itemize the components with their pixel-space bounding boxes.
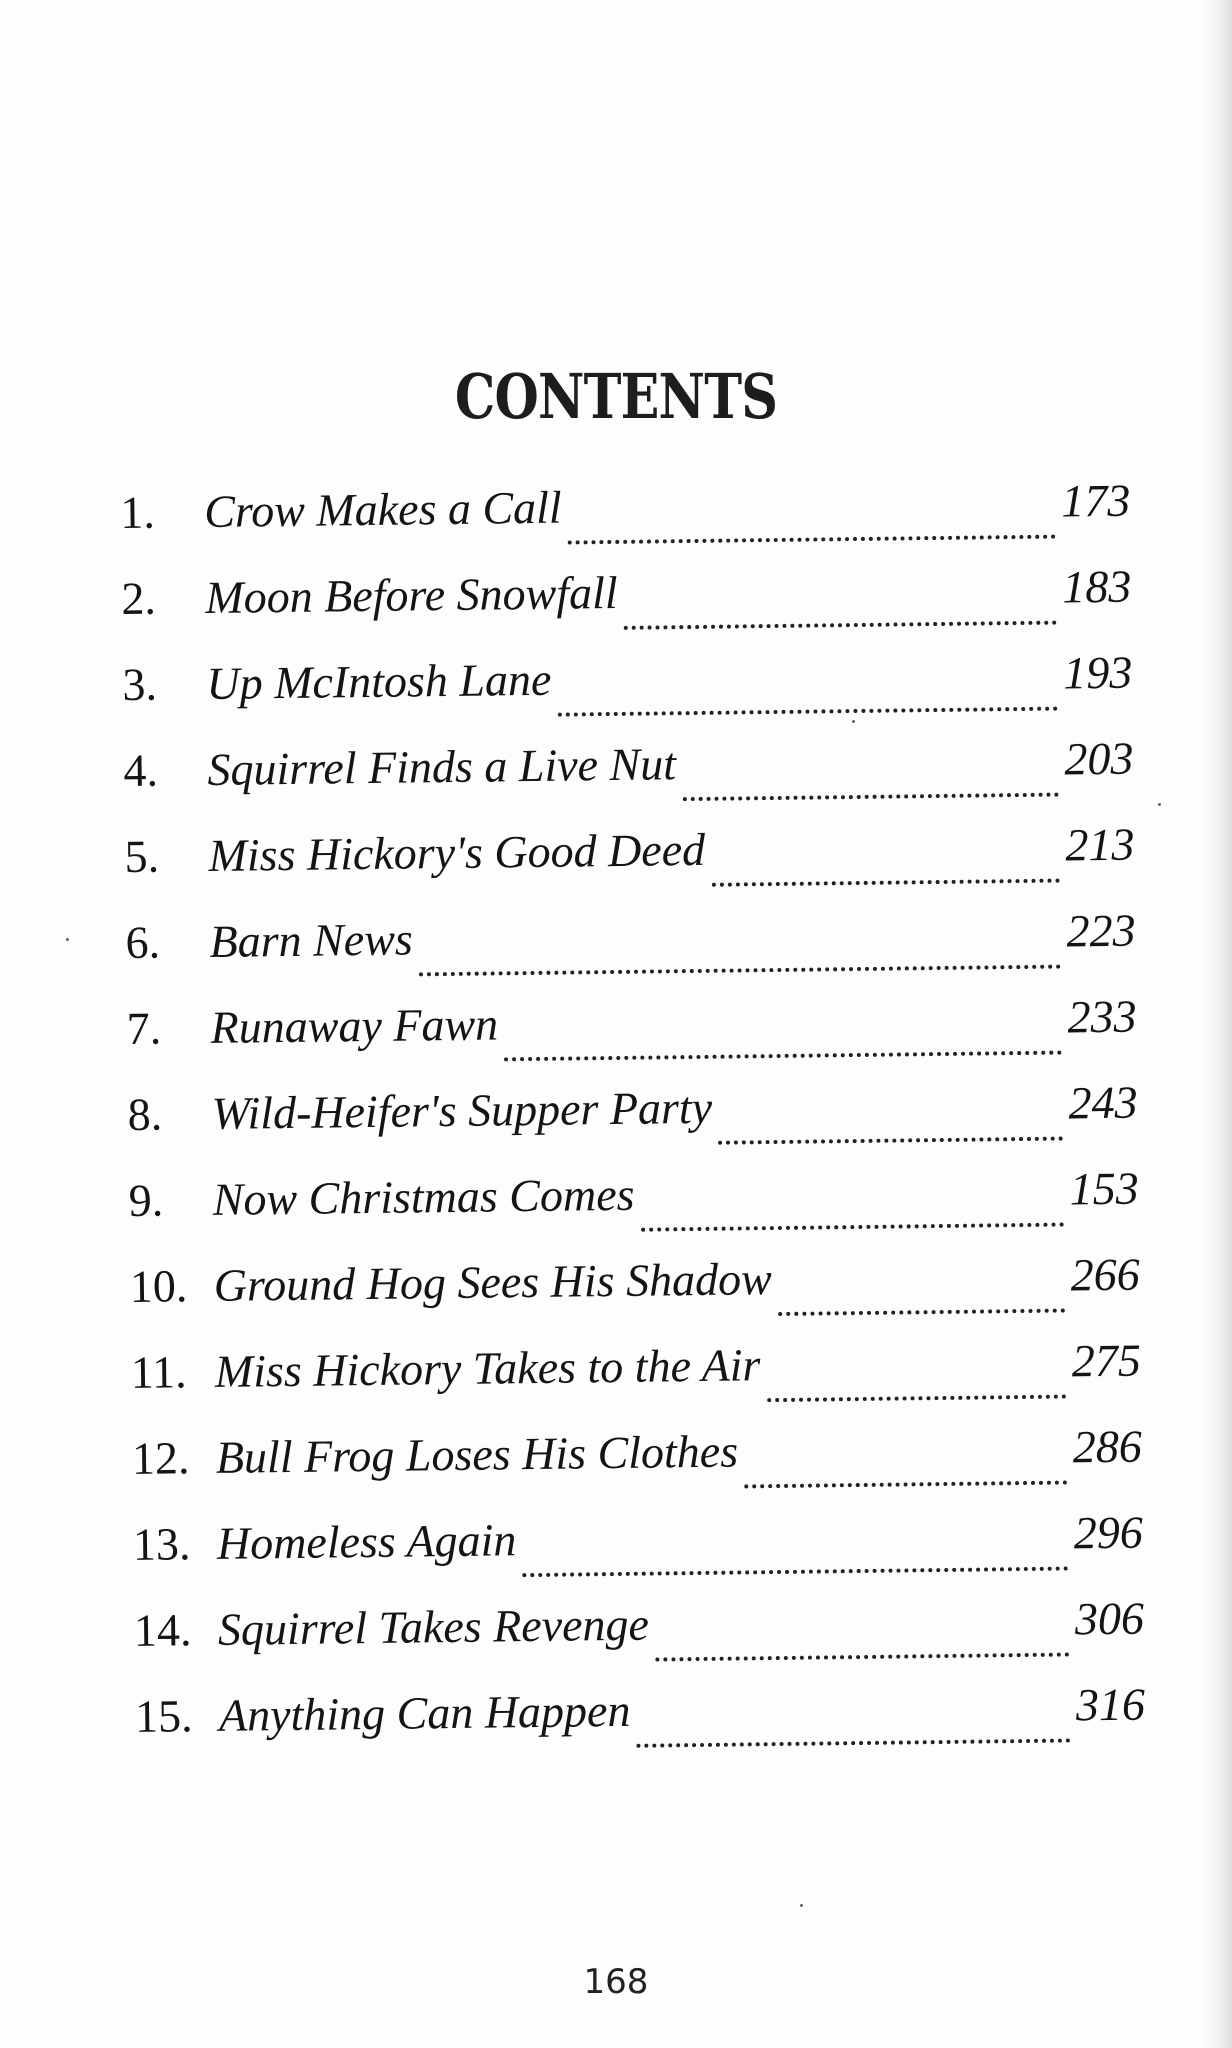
dot-leader	[711, 878, 1059, 887]
entry-page-number: 173	[1060, 474, 1131, 527]
entry-page-number: 266	[1070, 1248, 1141, 1301]
entry-title: Barn News	[209, 913, 414, 967]
entry-title: Bull Frog Loses His Clothes	[215, 1425, 739, 1483]
dot-leader	[744, 1480, 1067, 1489]
toc-entry	[126, 990, 1137, 1088]
dot-leader	[641, 1222, 1064, 1232]
entry-page-number: 233	[1067, 990, 1137, 1043]
entry-number: 6.	[125, 916, 161, 968]
dot-leader	[682, 792, 1059, 802]
dot-leader	[568, 534, 1056, 545]
toc-entry	[134, 1592, 1145, 1690]
print-speck	[1158, 803, 1161, 806]
entry-number: 12.	[131, 1432, 190, 1484]
dot-leader	[778, 1308, 1065, 1317]
entry-title: Miss Hickory's Good Deed	[208, 823, 706, 881]
toc-entry	[132, 1420, 1143, 1518]
dot-leader	[655, 1651, 1069, 1661]
dot-leader	[419, 964, 1061, 977]
toc-entry	[121, 560, 1132, 658]
toc-entry	[133, 1506, 1144, 1604]
page-title: CONTENTS	[454, 359, 778, 433]
entry-page-number: 213	[1065, 818, 1135, 871]
entry-title: Now Christmas Comes	[212, 1168, 635, 1225]
print-speck	[800, 1904, 803, 1907]
page-number: 168	[583, 1962, 649, 2002]
entry-title: Wild-Heifer's Supper Party	[211, 1081, 713, 1139]
entry-number: 3.	[122, 658, 158, 710]
toc-entry	[120, 474, 1131, 572]
dot-leader	[718, 1136, 1063, 1145]
dot-leader	[624, 620, 1057, 630]
entry-page-number: 243	[1068, 1076, 1138, 1129]
dot-leader	[504, 1050, 1062, 1062]
toc-entry	[127, 1076, 1138, 1174]
entry-number: 4.	[123, 744, 159, 796]
page-edge-shadow	[1202, 0, 1232, 2048]
entry-title: Crow Makes a Call	[204, 481, 562, 537]
entry-title: Squirrel Finds a Live Nut	[207, 738, 677, 795]
dot-leader	[767, 1394, 1066, 1403]
entry-number: 15.	[134, 1690, 193, 1742]
dot-leader	[523, 1565, 1069, 1577]
entry-number: 9.	[128, 1174, 164, 1226]
entry-number: 11.	[130, 1346, 187, 1398]
entry-number: 13.	[132, 1518, 191, 1570]
entry-number: 1.	[120, 486, 156, 538]
entry-number: 7.	[126, 1002, 162, 1054]
entry-title: Homeless Again	[216, 1514, 517, 1569]
entry-page-number: 223	[1066, 904, 1136, 957]
entry-title: Squirrel Takes Revenge	[217, 1598, 650, 1655]
entry-page-number: 203	[1064, 732, 1134, 785]
toc-entry	[128, 1162, 1139, 1260]
dot-leader	[637, 1737, 1071, 1747]
entry-title: Up McIntosh Lane	[206, 653, 552, 709]
toc-entry	[122, 646, 1133, 744]
entry-page-number: 275	[1071, 1334, 1142, 1387]
toc-entry	[123, 732, 1134, 830]
toc-entry	[135, 1678, 1146, 1776]
toc-entry	[124, 818, 1135, 916]
entry-number: 8.	[127, 1088, 163, 1140]
entry-title: Anything Can Happen	[218, 1684, 631, 1741]
entry-page-number: 193	[1063, 646, 1133, 699]
print-speck	[852, 720, 855, 723]
entry-page-number: 153	[1069, 1162, 1139, 1215]
entry-title: Moon Before Snowfall	[205, 566, 618, 623]
toc-entry	[131, 1334, 1142, 1432]
entry-page-number: 183	[1061, 560, 1132, 613]
toc-entry	[125, 904, 1136, 1002]
entry-page-number: 286	[1072, 1420, 1143, 1473]
dot-leader	[558, 706, 1058, 717]
entry-number: 2.	[121, 572, 157, 624]
entry-number: 10.	[129, 1260, 188, 1312]
entry-page-number: 296	[1073, 1506, 1144, 1559]
entry-title: Ground Hog Sees His Shadow	[213, 1253, 772, 1311]
entry-number: 5.	[124, 830, 160, 882]
toc-entry	[129, 1248, 1140, 1346]
entry-page-number: 316	[1075, 1678, 1146, 1731]
entry-title: Miss Hickory Takes to the Air	[214, 1339, 761, 1397]
entry-number: 14.	[133, 1604, 192, 1656]
print-speck	[66, 938, 69, 941]
entry-title: Runaway Fawn	[210, 998, 499, 1053]
entry-page-number: 306	[1074, 1592, 1145, 1645]
table-of-contents	[120, 474, 1146, 1776]
